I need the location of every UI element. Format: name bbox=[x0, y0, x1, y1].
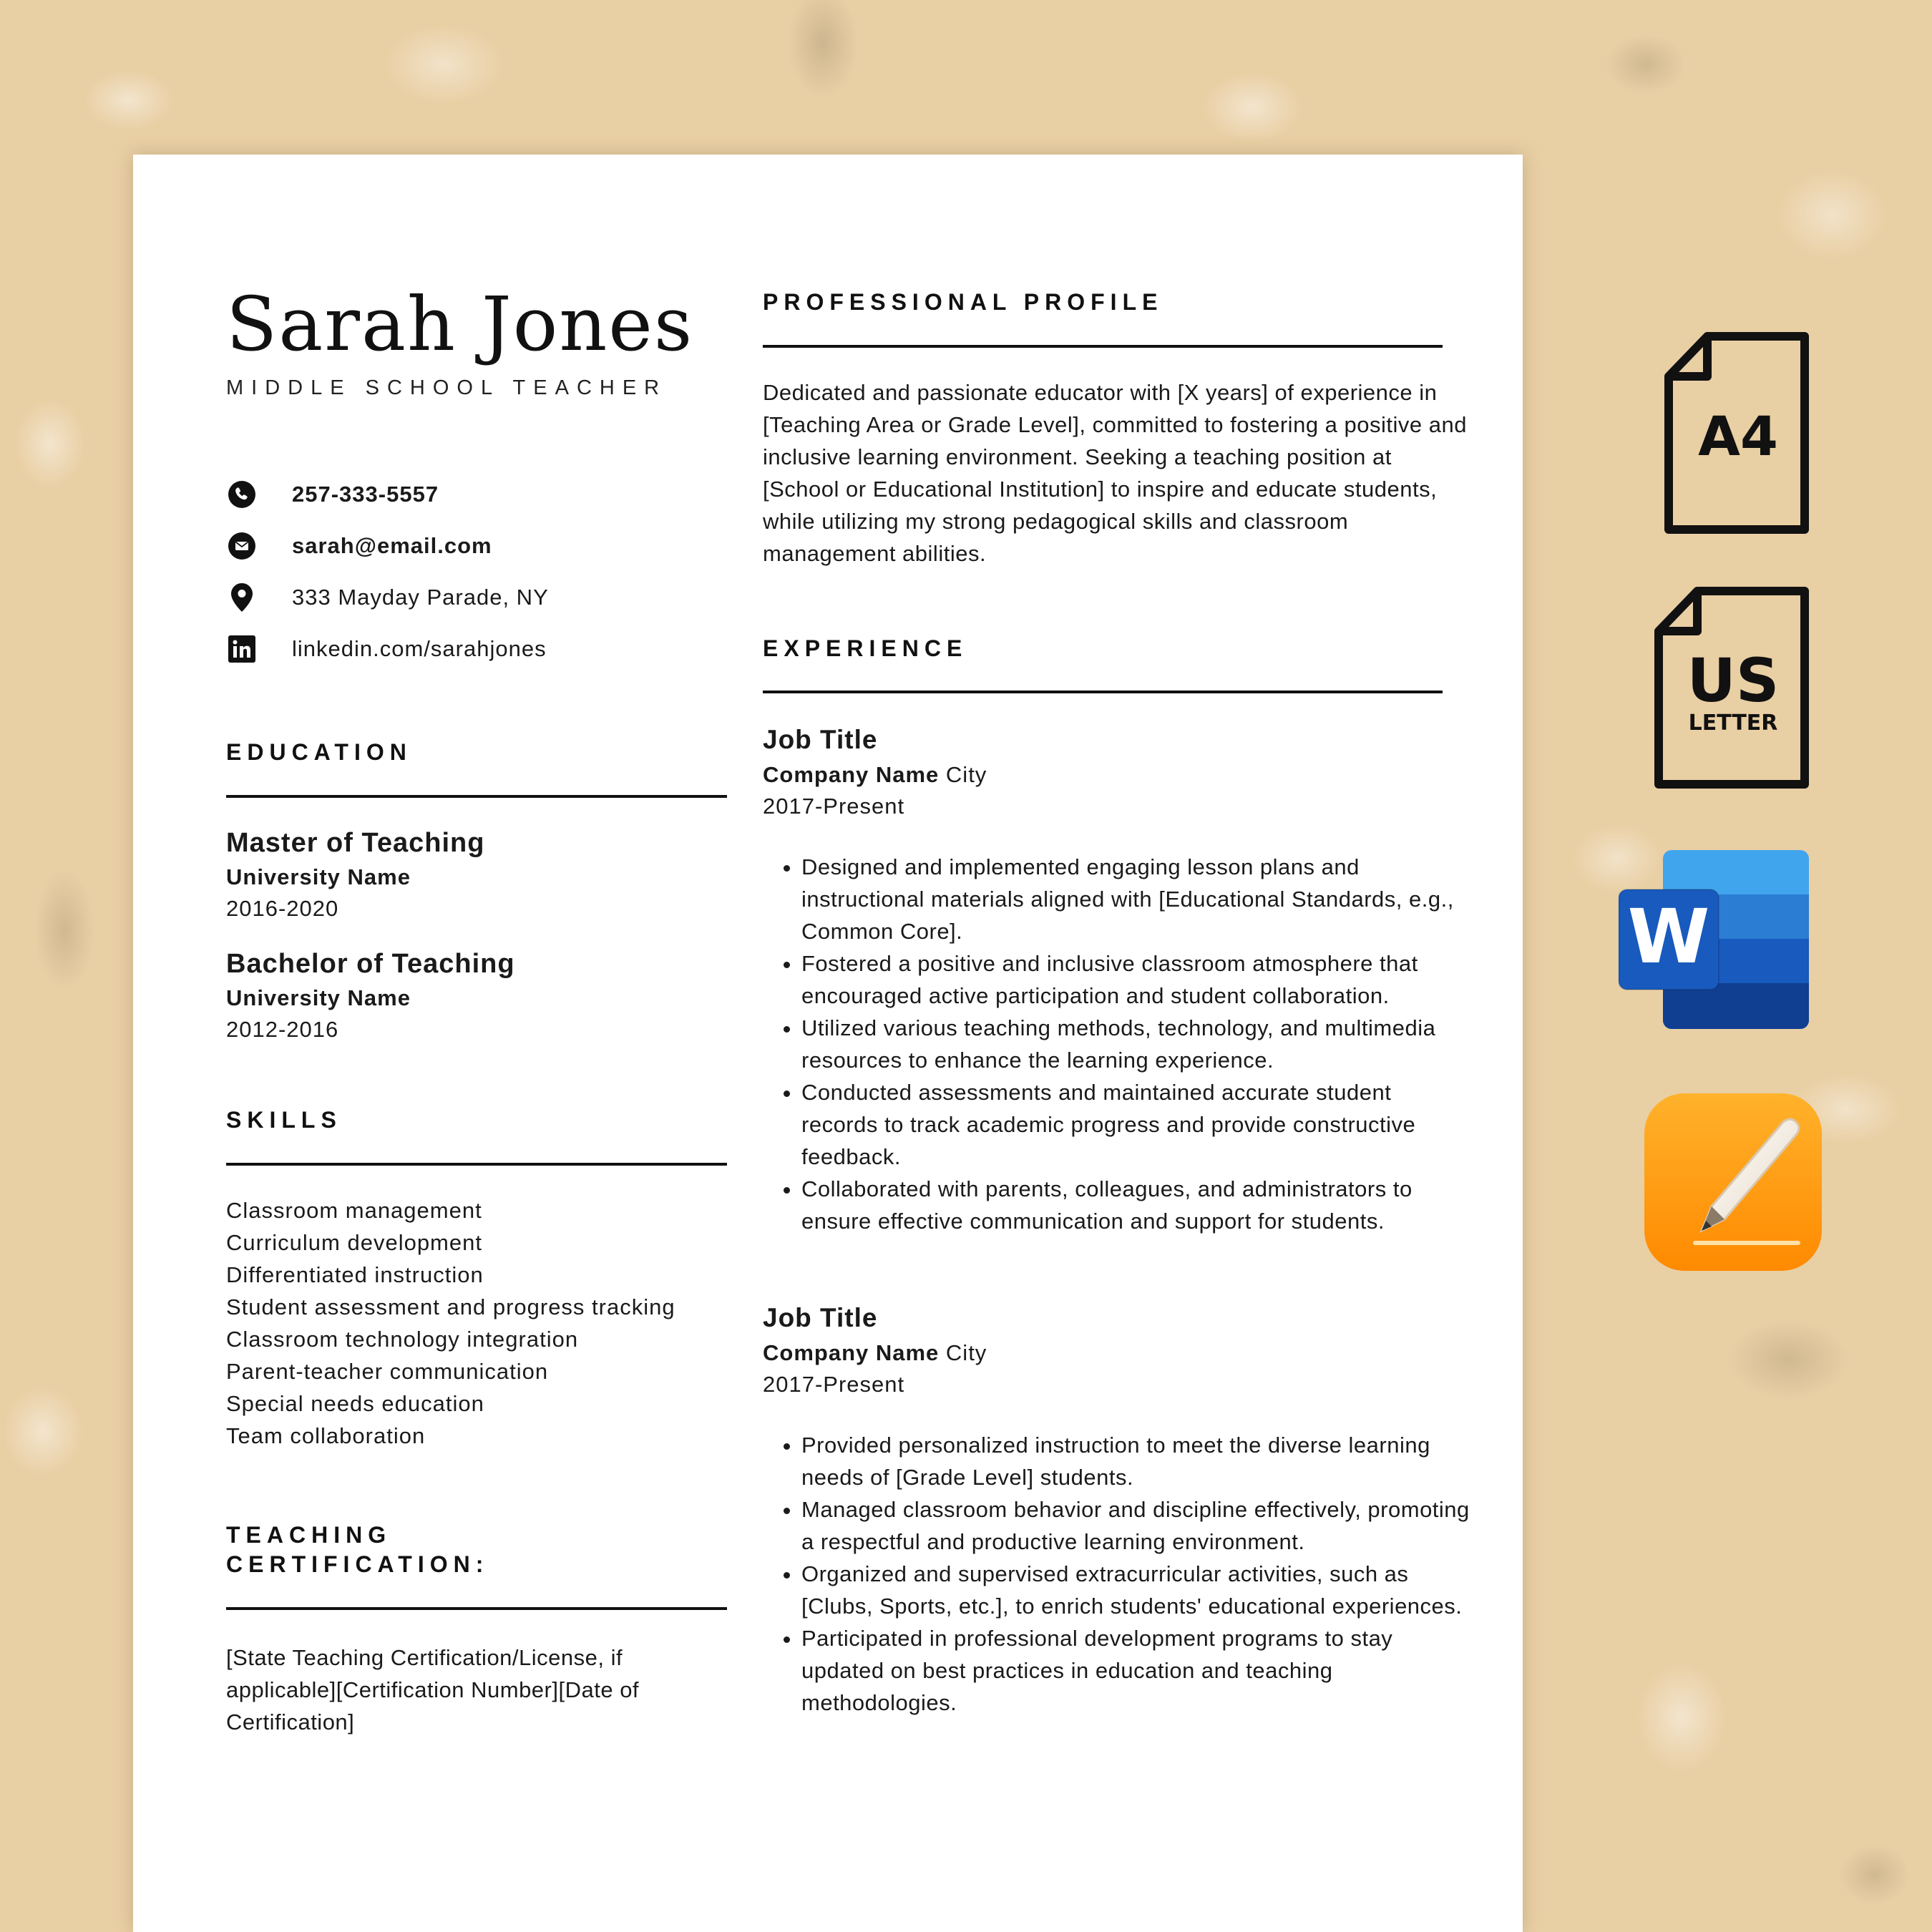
job-company: Company Name bbox=[763, 762, 940, 788]
education-institution: University Name bbox=[226, 985, 411, 1010]
skill-item: Classroom management bbox=[226, 1197, 482, 1223]
skill-item: Curriculum development bbox=[226, 1229, 482, 1255]
skill-item: Special needs education bbox=[226, 1390, 484, 1416]
contact-linkedin bbox=[226, 623, 727, 675]
left-column bbox=[226, 280, 727, 1738]
job-dates: 2017-Present bbox=[763, 1372, 905, 1397]
letter-label: LETTER bbox=[1688, 711, 1778, 736]
skills-list bbox=[226, 1194, 727, 1452]
experience-section bbox=[763, 634, 1478, 1719]
contact-address-text: 333 Mayday Parade, NY bbox=[292, 585, 549, 610]
contact-email bbox=[226, 520, 727, 572]
skill-item: Differentiated instruction bbox=[226, 1262, 484, 1287]
job-bullet: • Utilized various teaching methods, technology, and multimedia resources to enhance the learning experience. bbox=[801, 1012, 1474, 1076]
job-bullet: • Provided personalized instruction to meet the diverse learning needs of [Grade Level] students. bbox=[801, 1429, 1474, 1493]
contact-phone bbox=[226, 469, 727, 520]
job-bullet: • Conducted assessments and maintained accurate student records to track academic progress and provide constructive feedback. bbox=[801, 1076, 1474, 1173]
certification-divider bbox=[226, 1607, 727, 1610]
job-bullet: • Collaborated with parents, colleagues, and administrators to ensure effective communication and support for students. bbox=[801, 1173, 1474, 1237]
job-entry bbox=[763, 1303, 1478, 1719]
education-institution: University Name bbox=[226, 864, 411, 889]
apple-pages-icon bbox=[1643, 1092, 1823, 1276]
job-company: Company Name bbox=[763, 1340, 940, 1366]
job-company-line bbox=[763, 1340, 1478, 1366]
location-pin-icon bbox=[226, 582, 258, 613]
skill-item: Team collaboration bbox=[226, 1423, 426, 1448]
job-city: City bbox=[945, 1340, 987, 1366]
profile-section bbox=[763, 288, 1478, 570]
contact-address bbox=[226, 572, 727, 623]
resume-page bbox=[133, 155, 1523, 1932]
skills-section bbox=[226, 1106, 727, 1452]
email-icon bbox=[226, 530, 258, 562]
job-bullet: • Organized and supervised extracurricular activities, such as [Clubs, Sports, etc.], to enrich students' educational experiences. bbox=[801, 1558, 1474, 1622]
certification-text: [State Teaching Certification/License, if applicable][Certification Number][Date of Certification] bbox=[226, 1644, 640, 1735]
education-divider bbox=[226, 795, 727, 798]
job-company-line bbox=[763, 762, 1478, 788]
education-degree: Master of Teaching bbox=[226, 827, 485, 858]
certification-heading-line1: TEACHING bbox=[226, 1521, 392, 1548]
resume-role: MIDDLE SCHOOL TEACHER bbox=[226, 376, 668, 400]
contact-email-text: sarah@email.com bbox=[292, 533, 492, 559]
experience-heading: EXPERIENCE bbox=[763, 635, 968, 661]
right-column bbox=[763, 288, 1478, 1719]
job-entry bbox=[763, 725, 1478, 1237]
skill-item: Student assessment and progress tracking bbox=[226, 1294, 675, 1319]
resume-name: Sarah Jones bbox=[226, 280, 694, 368]
contact-phone-text: 257-333-5557 bbox=[292, 482, 439, 507]
job-bullet: • Managed classroom behavior and discipline effectively, promoting a respectful and productive learning environment. bbox=[801, 1493, 1474, 1558]
education-item bbox=[226, 828, 727, 922]
skill-item: Parent-teacher communication bbox=[226, 1358, 549, 1384]
job-bullets bbox=[763, 1429, 1474, 1719]
job-title: Job Title bbox=[763, 725, 878, 755]
job-bullet: • Participated in professional development programs to stay updated on best practices in education and teaching methodologies. bbox=[801, 1622, 1474, 1719]
word-letter: W bbox=[1627, 893, 1710, 980]
a4-label: A4 bbox=[1698, 404, 1778, 468]
phone-icon bbox=[226, 479, 258, 510]
job-bullet: • Designed and implemented engaging lesson plans and instructional materials aligned with [Educational Standards, e.g., Common Core]. bbox=[801, 851, 1474, 947]
education-years: 2012-2016 bbox=[226, 1016, 339, 1042]
skills-heading: SKILLS bbox=[226, 1106, 342, 1133]
linkedin-icon bbox=[226, 633, 258, 665]
contact-linkedin-text: linkedin.com/sarahjones bbox=[292, 636, 547, 662]
education-item bbox=[226, 949, 727, 1043]
microsoft-word-icon bbox=[1619, 850, 1809, 1033]
education-degree: Bachelor of Teaching bbox=[226, 948, 515, 979]
profile-divider bbox=[763, 345, 1443, 348]
education-years: 2016-2020 bbox=[226, 895, 339, 921]
certification-heading-line2: CERTIFICATION: bbox=[226, 1551, 489, 1578]
education-section bbox=[226, 738, 727, 1043]
us-label: US bbox=[1687, 645, 1780, 716]
certification-section bbox=[226, 1521, 727, 1738]
us-letter-format-icon bbox=[1654, 587, 1812, 792]
job-title: Job Title bbox=[763, 1303, 878, 1333]
experience-divider bbox=[763, 691, 1443, 693]
profile-heading: PROFESSIONAL PROFILE bbox=[763, 289, 1163, 315]
profile-text: Dedicated and passionate educator with [X years] of experience in [Teaching Area or Grade Level], committed to fostering a positive and inclusive learning environment. Seeking a teaching position at [School or Educational Institution] to inspire and educate students, while utilizing my strong pedagogical skills and classroom management abilities. bbox=[763, 379, 1467, 566]
job-bullets bbox=[763, 851, 1474, 1237]
education-heading: EDUCATION bbox=[226, 739, 412, 766]
a4-format-icon bbox=[1664, 332, 1812, 537]
contact-list bbox=[226, 469, 727, 675]
job-city: City bbox=[945, 762, 987, 788]
skills-divider bbox=[226, 1163, 727, 1166]
job-bullet: • Fostered a positive and inclusive classroom atmosphere that encouraged active participation and student collaboration. bbox=[801, 947, 1474, 1012]
skill-item: Classroom technology integration bbox=[226, 1326, 579, 1352]
job-dates: 2017-Present bbox=[763, 794, 905, 819]
